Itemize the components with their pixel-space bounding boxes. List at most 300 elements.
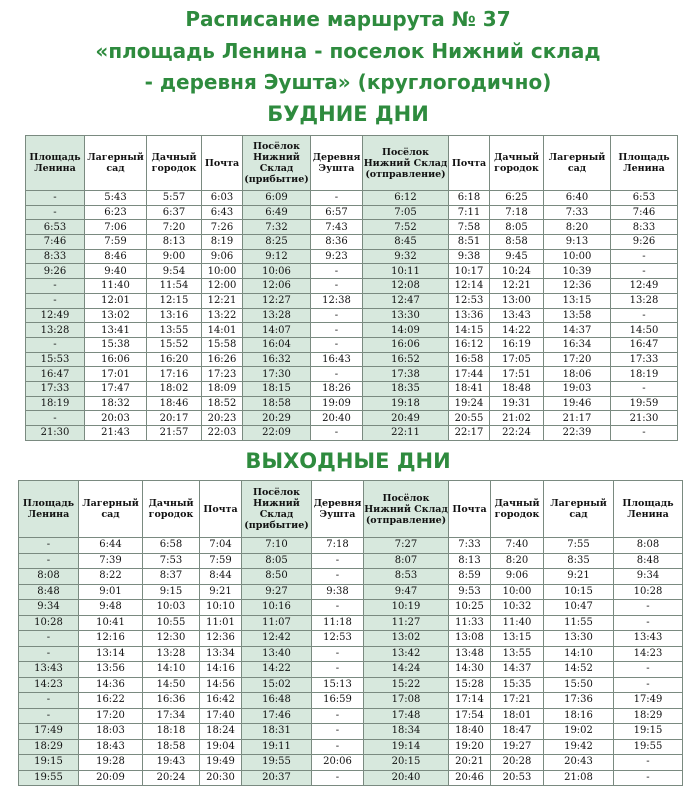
weekdays-heading: БУДНИЕ ДНИ <box>267 102 429 126</box>
time-cell: 13:28 <box>611 293 678 308</box>
time-cell: 16:22 <box>79 693 143 709</box>
time-cell: 15:35 <box>491 677 544 693</box>
column-header: Почта <box>202 136 243 191</box>
table-row <box>19 600 683 616</box>
time-cell: 17:54 <box>449 708 491 724</box>
time-cell: 18:31 <box>242 724 312 740</box>
time-cell: 17:01 <box>85 367 147 382</box>
time-cell: 20:40 <box>364 770 449 786</box>
time-cell: - <box>26 293 85 308</box>
time-cell: 8:19 <box>202 235 243 250</box>
time-cell: 12:53 <box>449 293 490 308</box>
time-cell: 13:28 <box>143 646 200 662</box>
time-cell: 20:15 <box>364 755 449 771</box>
time-cell: 15:58 <box>202 337 243 352</box>
table-row <box>26 293 678 308</box>
time-cell: 13:34 <box>200 646 242 662</box>
time-cell: 8:08 <box>614 538 683 554</box>
time-cell: 16:06 <box>363 337 449 352</box>
time-cell: 9:13 <box>544 235 611 250</box>
table-row <box>26 337 678 352</box>
time-cell: 12:08 <box>363 279 449 294</box>
time-cell: 20:30 <box>200 770 242 786</box>
time-cell: - <box>614 662 683 678</box>
time-cell: 13:43 <box>614 631 683 647</box>
time-cell: 19:04 <box>200 739 242 755</box>
time-cell: 20:53 <box>491 770 544 786</box>
time-cell: - <box>614 755 683 771</box>
time-cell: 7:10 <box>242 538 312 554</box>
time-cell: 11:54 <box>147 279 202 294</box>
time-cell: 7:05 <box>363 205 449 220</box>
time-cell: 15:02 <box>242 677 312 693</box>
table-row <box>19 646 683 662</box>
time-cell: 9:00 <box>147 249 202 264</box>
time-cell: 13:15 <box>491 631 544 647</box>
time-cell: 19:11 <box>242 739 312 755</box>
time-cell: 8:46 <box>85 249 147 264</box>
time-cell: 14:24 <box>364 662 449 678</box>
time-cell: 6:57 <box>311 205 363 220</box>
time-cell: - <box>614 677 683 693</box>
time-cell: 16:47 <box>26 367 85 382</box>
time-cell: 18:32 <box>85 396 147 411</box>
time-cell: 7:59 <box>200 553 242 569</box>
time-cell: 10:06 <box>243 264 311 279</box>
time-cell: 18:02 <box>147 381 202 396</box>
time-cell: 22:24 <box>490 426 544 441</box>
time-cell: 19:46 <box>544 396 611 411</box>
weekdays-header-row <box>26 136 678 191</box>
column-header: Площадь Ленина <box>26 136 85 191</box>
time-cell: 8:35 <box>544 553 614 569</box>
table-row <box>19 770 683 786</box>
time-cell: - <box>311 308 363 323</box>
time-cell: 9:27 <box>242 584 312 600</box>
time-cell: 5:43 <box>85 191 147 206</box>
table-row <box>26 367 678 382</box>
time-cell: 18:19 <box>26 396 85 411</box>
time-cell: 7:53 <box>143 553 200 569</box>
time-cell: 16:59 <box>312 693 364 709</box>
time-cell: - <box>312 553 364 569</box>
time-cell: 7:11 <box>449 205 490 220</box>
time-cell: 20:46 <box>449 770 491 786</box>
time-cell: 7:32 <box>243 220 311 235</box>
time-cell: 13:15 <box>544 293 611 308</box>
time-cell: - <box>611 249 678 264</box>
table-row <box>19 538 683 554</box>
time-cell: 9:26 <box>26 264 85 279</box>
time-cell: 18:40 <box>449 724 491 740</box>
time-cell: 7:33 <box>544 205 611 220</box>
time-cell: 7:20 <box>147 220 202 235</box>
time-cell: 16:36 <box>143 693 200 709</box>
time-cell: 20:29 <box>243 411 311 426</box>
time-cell: 20:28 <box>491 755 544 771</box>
time-cell: 18:19 <box>611 367 678 382</box>
time-cell: 22:03 <box>202 426 243 441</box>
time-cell: 11:33 <box>449 615 491 631</box>
time-cell: 8:48 <box>614 553 683 569</box>
time-cell: 17:14 <box>449 693 491 709</box>
time-cell: 6:40 <box>544 191 611 206</box>
time-cell: 20:55 <box>449 411 490 426</box>
column-header: Площадь Ленина <box>611 136 678 191</box>
table-row <box>19 662 683 678</box>
time-cell: - <box>26 279 85 294</box>
time-cell: 19:20 <box>449 739 491 755</box>
time-cell: 10:32 <box>491 600 544 616</box>
time-cell: 17:49 <box>19 724 79 740</box>
column-header: Посёлок Нижний Склад (отправление) <box>364 481 449 538</box>
time-cell: 14:16 <box>200 662 242 678</box>
time-cell: 8:53 <box>364 569 449 585</box>
time-cell: 9:21 <box>544 569 614 585</box>
time-cell: 21:08 <box>544 770 614 786</box>
table-row <box>26 205 678 220</box>
column-header: Лагерный сад <box>544 136 611 191</box>
time-cell: 14:30 <box>449 662 491 678</box>
time-cell: 13:00 <box>490 293 544 308</box>
table-row <box>19 739 683 755</box>
time-cell: 17:48 <box>364 708 449 724</box>
time-cell: 8:59 <box>449 569 491 585</box>
time-cell: - <box>312 646 364 662</box>
column-header: Посёлок Нижний Склад (отправление) <box>363 136 449 191</box>
time-cell: 16:26 <box>202 352 243 367</box>
time-cell: 19:03 <box>544 381 611 396</box>
time-cell: 19:27 <box>491 739 544 755</box>
time-cell: 7:58 <box>449 220 490 235</box>
time-cell: 9:53 <box>449 584 491 600</box>
time-cell: 18:34 <box>364 724 449 740</box>
time-cell: 9:15 <box>143 584 200 600</box>
time-cell: - <box>312 739 364 755</box>
time-cell: - <box>312 770 364 786</box>
time-cell: 19:18 <box>363 396 449 411</box>
time-cell: 10:28 <box>19 615 79 631</box>
time-cell: 14:01 <box>202 323 243 338</box>
time-cell: 12:01 <box>85 293 147 308</box>
time-cell: 10:25 <box>449 600 491 616</box>
column-header: Дачный городок <box>147 136 202 191</box>
table-row <box>19 631 683 647</box>
time-cell: 13:56 <box>79 662 143 678</box>
time-cell: 6:23 <box>85 205 147 220</box>
time-cell: - <box>312 600 364 616</box>
time-cell: 12:49 <box>26 308 85 323</box>
time-cell: - <box>311 279 363 294</box>
time-cell: 10:47 <box>544 600 614 616</box>
table-row <box>26 220 678 235</box>
time-cell: 21:30 <box>26 426 85 441</box>
time-cell: 13:43 <box>19 662 79 678</box>
time-cell: 22:17 <box>449 426 490 441</box>
table-row <box>26 235 678 250</box>
time-cell: 8:48 <box>19 584 79 600</box>
time-cell: 13:43 <box>490 308 544 323</box>
column-header: Деревня Эушта <box>311 136 363 191</box>
time-cell: 17:20 <box>79 708 143 724</box>
time-cell: 9:47 <box>364 584 449 600</box>
time-cell: 8:20 <box>491 553 544 569</box>
time-cell: 6:58 <box>143 538 200 554</box>
time-cell: 9:40 <box>85 264 147 279</box>
time-cell: 13:55 <box>147 323 202 338</box>
time-cell: 11:18 <box>312 615 364 631</box>
time-cell: 15:13 <box>312 677 364 693</box>
time-cell: 11:40 <box>85 279 147 294</box>
time-cell: 17:34 <box>143 708 200 724</box>
time-cell: 14:50 <box>143 677 200 693</box>
time-cell: 9:23 <box>311 249 363 264</box>
time-cell: 10:55 <box>143 615 200 631</box>
time-cell: 12:53 <box>312 631 364 647</box>
time-cell: 12:36 <box>200 631 242 647</box>
time-cell: 14:23 <box>614 646 683 662</box>
time-cell: - <box>611 381 678 396</box>
time-cell: 8:22 <box>79 569 143 585</box>
time-cell: 7:27 <box>364 538 449 554</box>
time-cell: - <box>26 411 85 426</box>
time-cell: 9:54 <box>147 264 202 279</box>
time-cell: 13:22 <box>202 308 243 323</box>
time-cell: 17:36 <box>544 693 614 709</box>
time-cell: 18:06 <box>544 367 611 382</box>
time-cell: 13:16 <box>147 308 202 323</box>
time-cell: 18:26 <box>311 381 363 396</box>
time-cell: 6:09 <box>243 191 311 206</box>
column-header: Площадь Ленина <box>614 481 683 538</box>
column-header: Почта <box>200 481 242 538</box>
time-cell: 8:25 <box>243 235 311 250</box>
time-cell: 22:09 <box>243 426 311 441</box>
time-cell: 10:11 <box>363 264 449 279</box>
table-row <box>26 396 678 411</box>
time-cell: 9:34 <box>19 600 79 616</box>
time-cell: 14:07 <box>243 323 311 338</box>
time-cell: 18:52 <box>202 396 243 411</box>
column-header: Деревня Эушта <box>312 481 364 538</box>
time-cell: 21:57 <box>147 426 202 441</box>
time-cell: 6:25 <box>490 191 544 206</box>
time-cell: 19:24 <box>449 396 490 411</box>
time-cell: 8:05 <box>490 220 544 235</box>
time-cell: 7:26 <box>202 220 243 235</box>
time-cell: 10:00 <box>544 249 611 264</box>
time-cell: 16:32 <box>243 352 311 367</box>
time-cell: 17:40 <box>200 708 242 724</box>
time-cell: - <box>611 426 678 441</box>
time-cell: 12:16 <box>79 631 143 647</box>
time-cell: 19:15 <box>614 724 683 740</box>
time-cell: 9:34 <box>614 569 683 585</box>
time-cell: 9:48 <box>79 600 143 616</box>
time-cell: 18:29 <box>19 739 79 755</box>
time-cell: 16:34 <box>544 337 611 352</box>
time-cell: 8:20 <box>544 220 611 235</box>
time-cell: 8:44 <box>200 569 242 585</box>
time-cell: 19:55 <box>614 739 683 755</box>
time-cell: 12:47 <box>363 293 449 308</box>
time-cell: 13:28 <box>243 308 311 323</box>
time-cell: 8:05 <box>242 553 312 569</box>
time-cell: 8:51 <box>449 235 490 250</box>
time-cell: 19:31 <box>490 396 544 411</box>
time-cell: - <box>311 426 363 441</box>
column-header: Дачный городок <box>143 481 200 538</box>
time-cell: 13:28 <box>26 323 85 338</box>
time-cell: 14:09 <box>363 323 449 338</box>
time-cell: 14:37 <box>491 662 544 678</box>
time-cell: 9:06 <box>491 569 544 585</box>
time-cell: 7:59 <box>85 235 147 250</box>
time-cell: 19:43 <box>143 755 200 771</box>
time-cell: 16:04 <box>243 337 311 352</box>
time-cell: 5:57 <box>147 191 202 206</box>
time-cell: 7:46 <box>26 235 85 250</box>
column-header: Площадь Ленина <box>19 481 79 538</box>
time-cell: 6:18 <box>449 191 490 206</box>
time-cell: 18:15 <box>243 381 311 396</box>
time-cell: - <box>312 724 364 740</box>
time-cell: 19:55 <box>19 770 79 786</box>
time-cell: 14:52 <box>544 662 614 678</box>
time-cell: 9:06 <box>202 249 243 264</box>
column-header: Дачный городок <box>490 136 544 191</box>
time-cell: 17:16 <box>147 367 202 382</box>
time-cell: - <box>614 600 683 616</box>
time-cell: 17:49 <box>614 693 683 709</box>
weekends-header-row <box>19 481 683 538</box>
time-cell: - <box>26 205 85 220</box>
time-cell: - <box>312 569 364 585</box>
time-cell: - <box>19 708 79 724</box>
time-cell: 18:09 <box>202 381 243 396</box>
time-cell: 19:28 <box>79 755 143 771</box>
time-cell: 8:45 <box>363 235 449 250</box>
time-cell: 8:13 <box>449 553 491 569</box>
time-cell: 11:27 <box>364 615 449 631</box>
time-cell: 19:02 <box>544 724 614 740</box>
time-cell: - <box>19 553 79 569</box>
time-cell: 20:40 <box>311 411 363 426</box>
time-cell: - <box>26 191 85 206</box>
time-cell: 7:18 <box>490 205 544 220</box>
time-cell: 9:38 <box>449 249 490 264</box>
time-cell: 8:13 <box>147 235 202 250</box>
time-cell: 11:40 <box>491 615 544 631</box>
table-row <box>19 724 683 740</box>
table-row <box>19 615 683 631</box>
time-cell: - <box>311 337 363 352</box>
time-cell: 10:16 <box>242 600 312 616</box>
time-cell: 8:36 <box>311 235 363 250</box>
time-cell: 12:27 <box>243 293 311 308</box>
time-cell: 9:26 <box>611 235 678 250</box>
time-cell: 18:16 <box>544 708 614 724</box>
time-cell: 8:37 <box>143 569 200 585</box>
time-cell: 8:33 <box>611 220 678 235</box>
table-row <box>19 755 683 771</box>
table-row <box>19 569 683 585</box>
time-cell: 13:02 <box>85 308 147 323</box>
table-row <box>26 381 678 396</box>
time-cell: 9:21 <box>200 584 242 600</box>
time-cell: 14:10 <box>544 646 614 662</box>
time-cell: 10:24 <box>490 264 544 279</box>
time-cell: 9:01 <box>79 584 143 600</box>
time-cell: 14:15 <box>449 323 490 338</box>
table-row <box>26 426 678 441</box>
time-cell: 18:58 <box>143 739 200 755</box>
time-cell: 19:42 <box>544 739 614 755</box>
time-cell: 12:49 <box>611 279 678 294</box>
time-cell: 7:18 <box>312 538 364 554</box>
time-cell: 16:12 <box>449 337 490 352</box>
time-cell: 10:41 <box>79 615 143 631</box>
time-cell: 22:39 <box>544 426 611 441</box>
time-cell: - <box>19 693 79 709</box>
time-cell: 20:21 <box>449 755 491 771</box>
time-cell: 15:28 <box>449 677 491 693</box>
table-row <box>19 708 683 724</box>
time-cell: 13:48 <box>449 646 491 662</box>
route-title-line-2: «площадь Ленина - поселок Нижний склад <box>95 39 601 63</box>
time-cell: 10:00 <box>491 584 544 600</box>
time-cell: 11:55 <box>544 615 614 631</box>
time-cell: 12:21 <box>490 279 544 294</box>
time-cell: 20:23 <box>202 411 243 426</box>
table-row <box>26 308 678 323</box>
time-cell: 17:51 <box>490 367 544 382</box>
time-cell: - <box>611 264 678 279</box>
table-row <box>26 323 678 338</box>
time-cell: 20:03 <box>85 411 147 426</box>
time-cell: 16:47 <box>611 337 678 352</box>
time-cell: 13:41 <box>85 323 147 338</box>
time-cell: 15:22 <box>364 677 449 693</box>
time-cell: 20:49 <box>363 411 449 426</box>
time-cell: 11:07 <box>242 615 312 631</box>
column-header: Дачный городок <box>491 481 544 538</box>
time-cell: 10:10 <box>200 600 242 616</box>
time-cell: 18:29 <box>614 708 683 724</box>
table-row <box>19 677 683 693</box>
time-cell: 13:14 <box>79 646 143 662</box>
time-cell: 14:56 <box>200 677 242 693</box>
time-cell: 8:58 <box>490 235 544 250</box>
time-cell: 20:09 <box>79 770 143 786</box>
weekends-table-body <box>19 538 683 786</box>
time-cell: 10:39 <box>544 264 611 279</box>
column-header: Посёлок Нижний Склад (прибытие) <box>243 136 311 191</box>
time-cell: - <box>19 631 79 647</box>
time-cell: 19:15 <box>19 755 79 771</box>
time-cell: 18:35 <box>363 381 449 396</box>
time-cell: 15:52 <box>147 337 202 352</box>
time-cell: 10:28 <box>614 584 683 600</box>
time-cell: 6:43 <box>202 205 243 220</box>
time-cell: 6:37 <box>147 205 202 220</box>
time-cell: 19:09 <box>311 396 363 411</box>
time-cell: 21:17 <box>544 411 611 426</box>
time-cell: 14:22 <box>490 323 544 338</box>
time-cell: 20:37 <box>242 770 312 786</box>
time-cell: 6:12 <box>363 191 449 206</box>
time-cell: 8:50 <box>242 569 312 585</box>
